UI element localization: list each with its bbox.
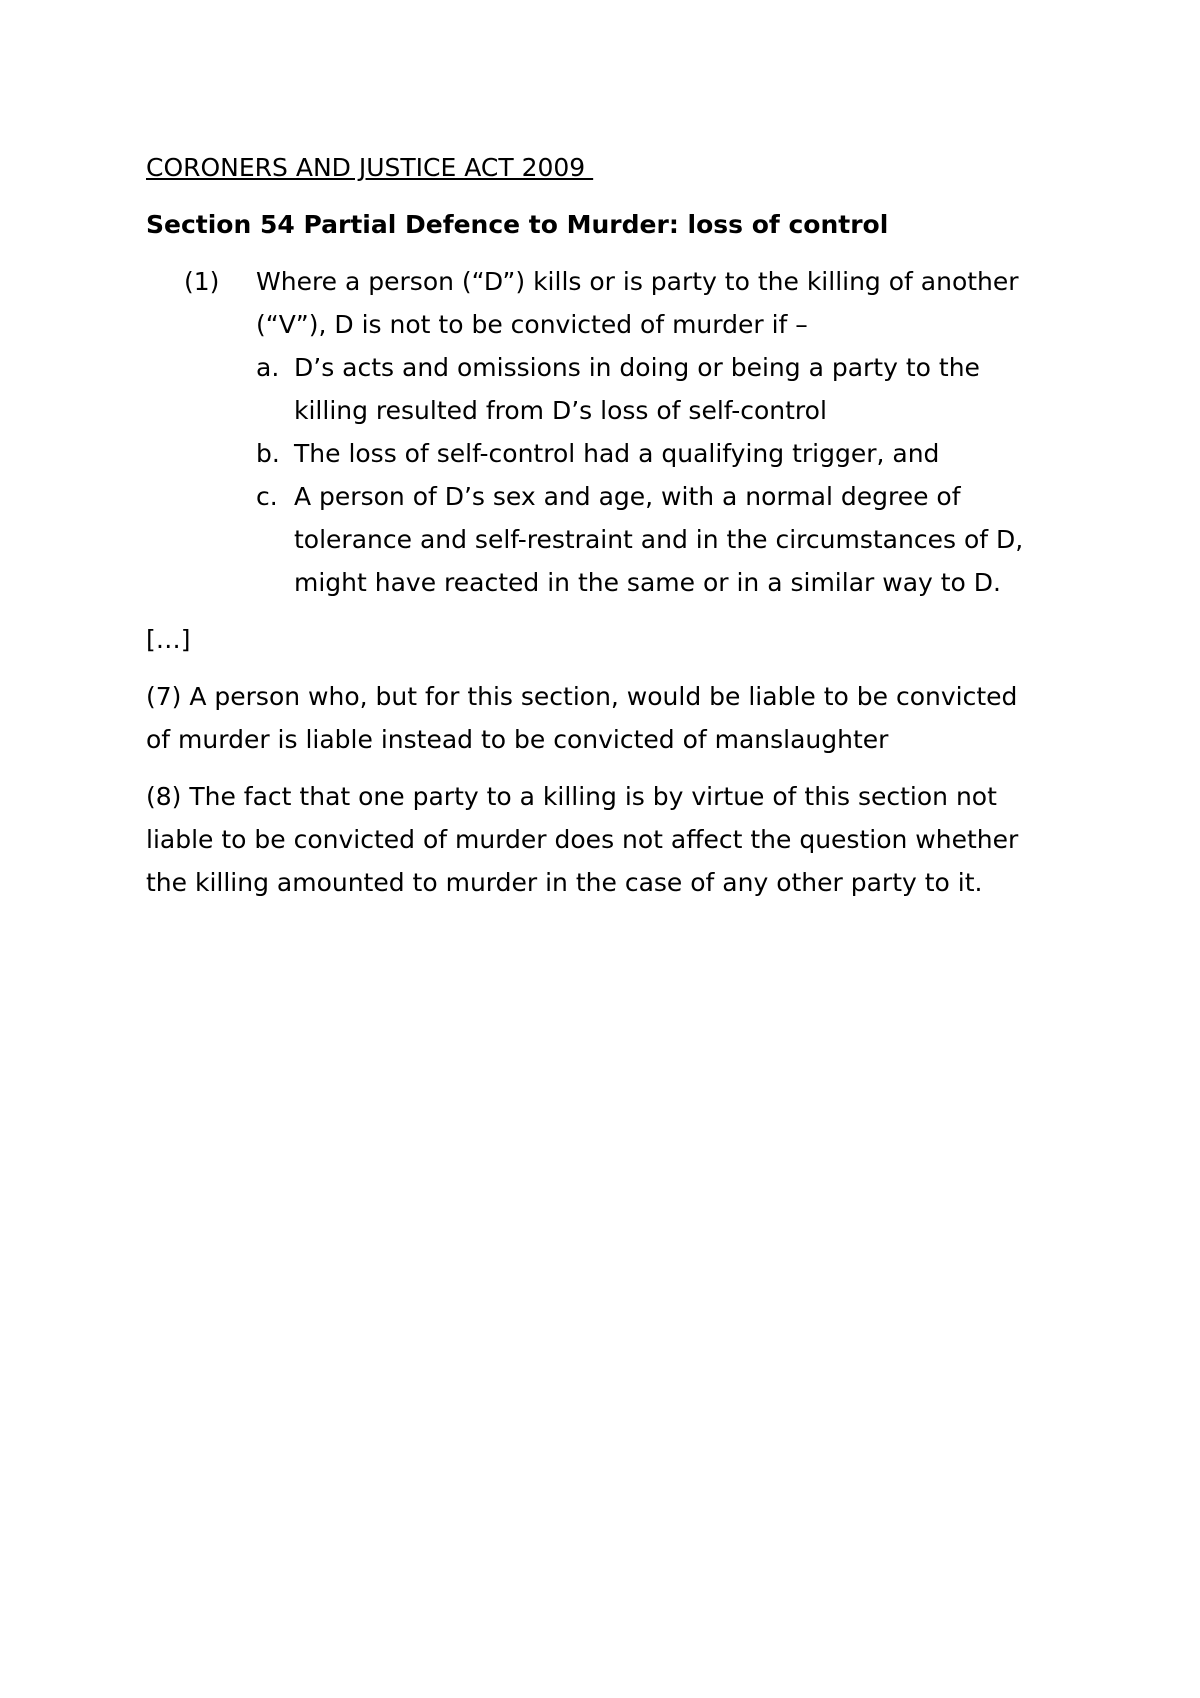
omission-marker: […] [146,625,191,654]
list-item [256,475,1046,604]
list-item [256,346,1046,432]
subsection-7: (7) A person who, but for this section, would be liable to be convicted of murder is liable instead to be convicted of manslaughter [146,682,1018,754]
subsection-1 [146,260,1046,604]
subsection-intro: Where a person (“D”) kills or is party to the killing of another (“V”), D is not to be convicted of murder if – [256,267,1019,339]
item-letter: c. [256,482,278,511]
document-content [146,146,1046,904]
act-title: CORONERS AND JUSTICE ACT 2009 [146,153,594,182]
item-letter: a. [256,353,280,382]
item-text: A person of D’s sex and age, with a normal degree of tolerance and self-restraint and in the circumstances of D, might have reacted in the same or in a similar way to D. [294,482,1024,597]
item-text: The loss of self-control had a qualifying trigger, and [294,439,940,468]
subsection-body [256,260,1046,604]
item-text: D’s acts and omissions in doing or being a party to the killing resulted from D’s loss of self-control [294,353,980,425]
list-item [256,432,1046,475]
subsection-number: (1) [184,267,220,296]
item-letter: b. [256,439,280,468]
subsection-8: (8) The fact that one party to a killing is by virtue of this section not liable to be convicted of murder does not affect the question whether the killing amounted to murder in the case of any other party to it. [146,782,1019,897]
section-heading: Section 54 Partial Defence to Murder: loss of control [146,210,889,239]
condition-list [256,346,1046,604]
